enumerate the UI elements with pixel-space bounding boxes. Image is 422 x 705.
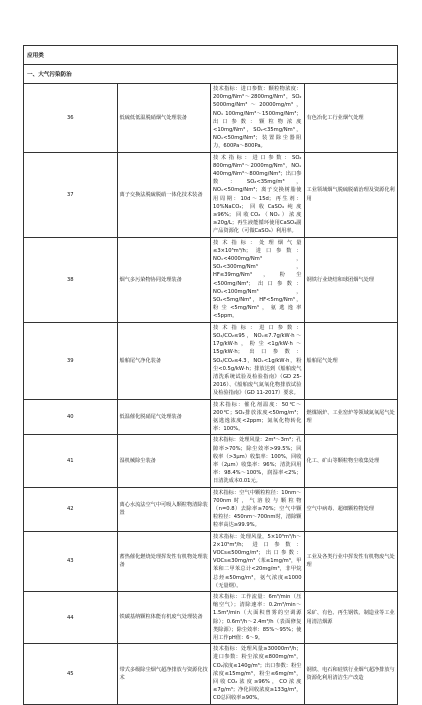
application-scope: 钢铁行业烧结和球团烟气处理 <box>304 237 398 322</box>
application-scope: 空气中病毒、超细颗粒物处理 <box>304 487 398 531</box>
application-scope: 采矿、有色、再生钢铁、制造业等工业用清洁烟源 <box>304 591 398 643</box>
row-number: 41 <box>24 435 118 487</box>
table-row <box>24 644 398 704</box>
table-row <box>24 531 398 591</box>
tech-indicators: 技术指标：进口参数：SO₂ 800mg/Nm³～2000mg/Nm³，NOₓ 400mg/Nm³～800mg/Nm³；出口参数：SO₂<35mg/m³，NOₓ<50mg/Nm³；离子交换树脂使用周期：10d～15d；再生剂：10%NaCO₃；回收CaSO₄纯度≥96%；回收CO₂（NOₓ）浓度≥20g/L；再生液能循环使用CaSO₄副产品资源化（可做CaSO₄）利用率。 <box>211 152 305 237</box>
category-row <box>24 46 398 65</box>
table-row <box>24 591 398 643</box>
technology-table <box>23 45 398 705</box>
tech-name: 湿机械除尘装备 <box>117 435 211 487</box>
tech-indicators: 技术指标：处理风量≥30000m³/h；进口参数：粉尘浓度≤800mg/m³，CO₂浓度≤140g/m³；出口参数：粉尘浓度≤15mg/m³，粉尘≤6mg/m³，回收CO₂浓度≥96%，CO浓度≤7g/m³；净化回收浓度≥133g/m³，CO总回收率≥90%。 <box>211 644 305 704</box>
tech-indicators: 技术指标：处理烟气量≤3×10⁵m³/h；进口参数：NOₓ<4000mg/Nm³，SO₂<300mg/Nm³，HF≤39mg/Nm³，粉尘<500mg/Nm³；出口参数：NOₓ<100mg/Nm³，SO₂<5mg/Nm³，HF<5mg/Nm³，粉尘<5mg/Nm³，氨逃逸率<5ppm。 <box>211 237 305 322</box>
row-number: 37 <box>24 152 118 237</box>
tech-indicators: 技术指标：进口参数：颗粒物浓度：200mg/Nm³～2800mg/Nm³，SO₂ 5000mg/Nm³～20000mg/m³，NOₓ 100mg/Nm³～1500mg/Nm³；出口参数：颗粒物浓度<10mg/Nm³，SO₂<35mg/Nm³，NOₓ<50mg/Nm³；装置除尘器阻力，600Pa～800Pa。 <box>211 84 305 153</box>
table-row <box>24 237 398 322</box>
row-number: 38 <box>24 237 118 322</box>
tech-indicators: 技术指标：进口参数：SO₂/CO₂≤95，NOₓ≤7.7g/kW·h～17g/kW·h，粉尘<1g/kW·h～15g/kW·h；出口参数：SO₂/CO₂≤4.3，NOₓ<1g/kW·h，粉尘<0.5g/kW·h；排放达到《船舶废气清洗系统试验及检验指南》（GD 25-2016）、《船舶废气氮氧化物排放试验及检验指南》（GD 11-2017）要求。 <box>211 322 305 399</box>
application-scope: 化工、矿山等颗粒物尘收集处理 <box>304 435 398 487</box>
tech-name: 带式多级除尘烟气超净排放与资源化技术 <box>117 644 211 704</box>
application-scope: 船舶尾气处理 <box>304 322 398 399</box>
tech-indicators: 技术指标：空气中颗粒粒径：10nm～700nm时，气溶胶与颗粒物（n=0.8）去除率≥70%；空气中颗粒粒径：450nm～700nm时，清除颗粒率高达≥99.9%。 <box>211 487 305 531</box>
application-scope: 钢铁、电石和硅铁行业烟气超净排放与资源化利用清洁生产改造 <box>304 644 398 704</box>
table-row <box>24 84 398 153</box>
table-row <box>24 399 398 435</box>
tech-name: 铁碳基纳颗粒体能有机废气处理装备 <box>117 591 211 643</box>
row-number: 36 <box>24 84 118 153</box>
tech-indicators: 技术指标：工作流量：6m³/min（压缩空气）；清除速率：0.2m³/min～1.5m³/min（大面积曾雾的空调源除）；0.6m³/h～2.4m³/h（表面修复类除源）；除尘效率：85%～95%；使用工作pH值：6～9。 <box>211 591 305 643</box>
tech-indicators: 技术指标：处理风量，5×10³m³/h～2×10⁵m³/h；进口参数：VOCs≤500mg/m³；出口参数：VOCs≤30mg/m³（苯≤1mg/m³，甲苯和二甲苯总计<20mg/m³，非甲烷总烃≤50mg/m³，氨气浓度≤1000（无量纲）。 <box>211 531 305 591</box>
row-number: 43 <box>24 531 118 591</box>
tech-name: 船舶尾气净化装备 <box>117 322 211 399</box>
tech-name: 离心水流法空气中可吸入颗粒物清除装置 <box>117 487 211 531</box>
tech-name: 低硫低低温脱硝烟气处理装备 <box>117 84 211 153</box>
table-row <box>24 435 398 487</box>
tech-name: 低温催化脱硝尾气处理装备 <box>117 399 211 435</box>
row-number: 40 <box>24 399 118 435</box>
application-scope: 有色冶化工行业烟气处理 <box>304 84 398 153</box>
row-number: 45 <box>24 644 118 704</box>
table-row <box>24 487 398 531</box>
table-row <box>24 152 398 237</box>
row-number: 39 <box>24 322 118 399</box>
tech-indicators: 技术指标：处理风量：2m³～3m³；孔隙率>70%；除尘效率>99.5%；回收率（>3μm）收集率：100%，回收率（2μm）收集率：96%；清洗回用率：98.4%～100%，润湿率<2%；日清洗成本0.01元。 <box>211 435 305 487</box>
application-scope: 燃煤锅炉、工业窑炉等领域氮氧尾气处理 <box>304 399 398 435</box>
tech-name: 烟气多污染物协同处理装备 <box>117 237 211 322</box>
section-row <box>24 65 398 84</box>
application-scope: 工业及各类行业中挥发性有机物废气处理 <box>304 531 398 591</box>
section-label: 一、大气污染防治 <box>24 65 398 84</box>
row-number: 42 <box>24 487 118 531</box>
category-label: 应用类 <box>24 46 398 65</box>
tech-name: 蓄热催化燃烧处理挥发性有机物处理装备 <box>117 531 211 591</box>
tech-indicators: 技术指标：催化剂温度：50℃～200℃；SO₂排放浓度<50mg/m³；氨逃逸浓度<2ppm；氮氧化物转化率：100%。 <box>211 399 305 435</box>
row-number: 44 <box>24 591 118 643</box>
application-scope: 工业领域烟气脱硫脱硝治理及资源化利用 <box>304 152 398 237</box>
table-row <box>24 322 398 399</box>
tech-name: 离子交换法脱硫脱硝一体化技术装备 <box>117 152 211 237</box>
